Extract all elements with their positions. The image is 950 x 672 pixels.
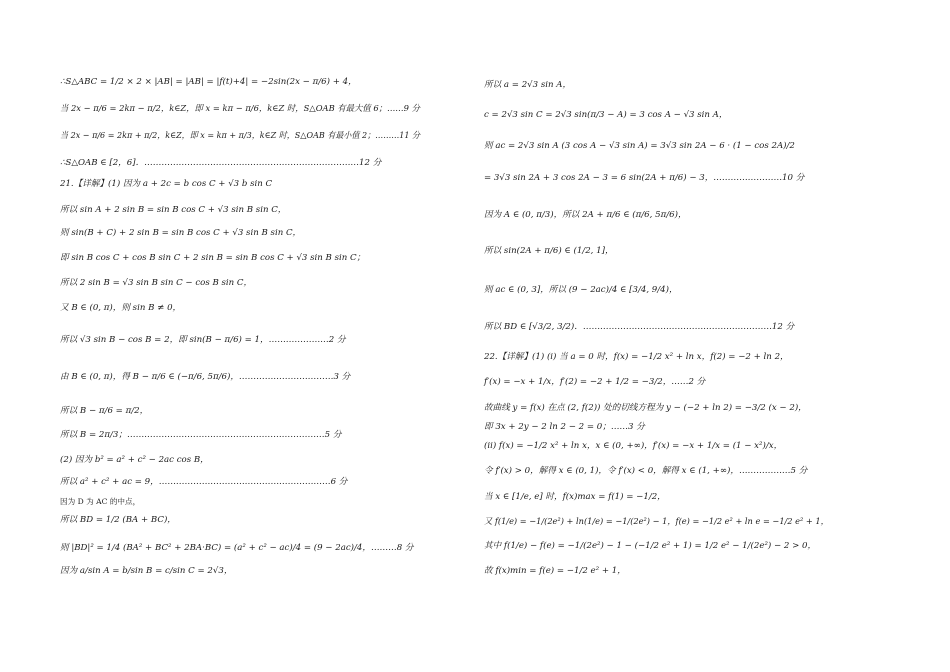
- text-line: 故曲线 y = f(x) 在点 (2, f(2)) 处的切线方程为 y − (−2 + ln 2) = −3/2 (x − 2)，: [484, 403, 807, 413]
- text-line: f′(x) = −x + 1/x，f′(2) = −2 + 1/2 = −3/2，……2 分: [484, 377, 706, 387]
- text-line: 所以 B − π/6 = π/2，: [60, 406, 149, 416]
- text-line: 所以 2 sin B = √3 sin B sin C − cos B sin C，: [60, 278, 253, 288]
- text-line: 所以 a² + c² + ac = 9，……………………………………………………6 分: [60, 477, 348, 487]
- text-line: 则 sin(B + C) + 2 sin B = sin B cos C + √3 sin B sin C，: [60, 228, 302, 238]
- text-line: 由 B ∈ (0, π)，得 B − π/6 ∈ (−π/6, 5π/6)，……………………………3 分: [60, 372, 351, 382]
- text-line: 又 f(1/e) = −1/(2e²) + ln(1/e) = −1/(2e²) − 1，f(e) = −1/2 e² + ln e = −1/2 e² + 1，: [484, 517, 829, 527]
- text-line: = 3√3 sin 2A + 3 cos 2A − 3 = 6 sin(2A + π/6) − 3，……………………10 分: [484, 173, 805, 183]
- text-line: (2) 因为 b² = a² + c² − 2ac cos B，: [60, 455, 209, 465]
- text-line: 即 3x + 2y − 2 ln 2 − 2 = 0；……3 分: [484, 422, 645, 432]
- text-line: 即 sin B cos C + cos B sin C + 2 sin B = sin B cos C + √3 sin B sin C；: [60, 253, 366, 263]
- text-line: 则 |BD|² = 1/4 (BA² + BC² + 2BA·BC) = (a² + c² − ac)/4 = (9 − 2ac)/4，………8 分: [60, 543, 414, 553]
- text-line: 因为 A ∈ (0, π/3)，所以 2A + π/6 ∈ (π/6, 5π/6)，: [484, 210, 687, 220]
- text-line: ∴S△ABC = 1/2 × 2 × |AB| = |AB| = |f(t)+4| = −2sin(2x − π/6) + 4，: [60, 77, 357, 87]
- text-line: 则 ac = 2√3 sin A (3 cos A − √3 sin A) = 3√3 sin 2A − 6 · (1 − cos 2A)/2: [484, 141, 795, 151]
- text-line: 又 B ∈ (0, π)，则 sin B ≠ 0，: [60, 303, 182, 313]
- text-line: 当 2x − π/6 = 2kπ + π/2，k∈Z，即 x = kπ + π/3，k∈Z 时，S△OAB 有最小值 2；………11 分: [60, 131, 421, 141]
- text-line: 因为 D 为 AC 的中点，: [60, 497, 141, 506]
- text-line: c = 2√3 sin C = 2√3 sin(π/3 − A) = 3 cos A − √3 sin A，: [484, 110, 728, 120]
- text-line: 所以 a = 2√3 sin A，: [484, 80, 572, 90]
- text-line: 则 ac ∈ (0, 3]，所以 (9 − 2ac)/4 ∈ [3/4, 9/4)，: [484, 285, 678, 295]
- text-line: 令 f′(x) > 0，解得 x ∈ (0, 1)，令 f′(x) < 0，解得 x ∈ (1, +∞)，………………5 分: [484, 466, 808, 476]
- text-line: 22.【详解】(1) (i) 当 a = 0 时，f(x) = −1/2 x² + ln x，f(2) = −2 + ln 2，: [484, 352, 789, 362]
- text-line: 所以 BD ∈ [√3/2, 3/2)．…………………………………………………………12 分: [484, 322, 795, 332]
- text-line: 所以 sin(2A + π/6) ∈ (1/2, 1]，: [484, 246, 614, 256]
- text-line: 所以 BD = 1/2 (BA + BC)，: [60, 515, 176, 525]
- text-line: 故 f(x)min = f(e) = −1/2 e² + 1，: [484, 566, 626, 576]
- text-line: 因为 a/sin A = b/sin B = c/sin C = 2√3，: [60, 566, 233, 576]
- text-line: 所以 B = 2π/3；……………………………………………………………5 分: [60, 430, 342, 440]
- text-line: 其中 f(1/e) − f(e) = −1/(2e²) − 1 − (−1/2 e² + 1) = 1/2 e² − 1/(2e²) − 2 > 0，: [484, 541, 817, 551]
- text-line: 当 x ∈ [1/e, e] 时，f(x)max = f(1) = −1/2，: [484, 492, 666, 502]
- text-line: 所以 sin A + 2 sin B = sin B cos C + √3 sin B sin C，: [60, 205, 287, 215]
- text-line: 21.【详解】(1) 因为 a + 2c = b cos C + √3 b sin C: [60, 179, 273, 189]
- text-line: 所以 √3 sin B − cos B = 2，即 sin(B − π/6) = 1，…………………2 分: [60, 335, 346, 345]
- text-line: (ii) f(x) = −1/2 x² + ln x，x ∈ (0, +∞)，f′(x) = −x + 1/x = (1 − x²)/x，: [484, 441, 783, 451]
- text-line: 当 2x − π/6 = 2kπ − π/2，k∈Z，即 x = kπ − π/6，k∈Z 时，S△OAB 有最大值 6；……9 分: [60, 104, 420, 114]
- text-line: ∴S△OAB ∈ [2，6]．…………………………………………………………………12 分: [60, 158, 382, 168]
